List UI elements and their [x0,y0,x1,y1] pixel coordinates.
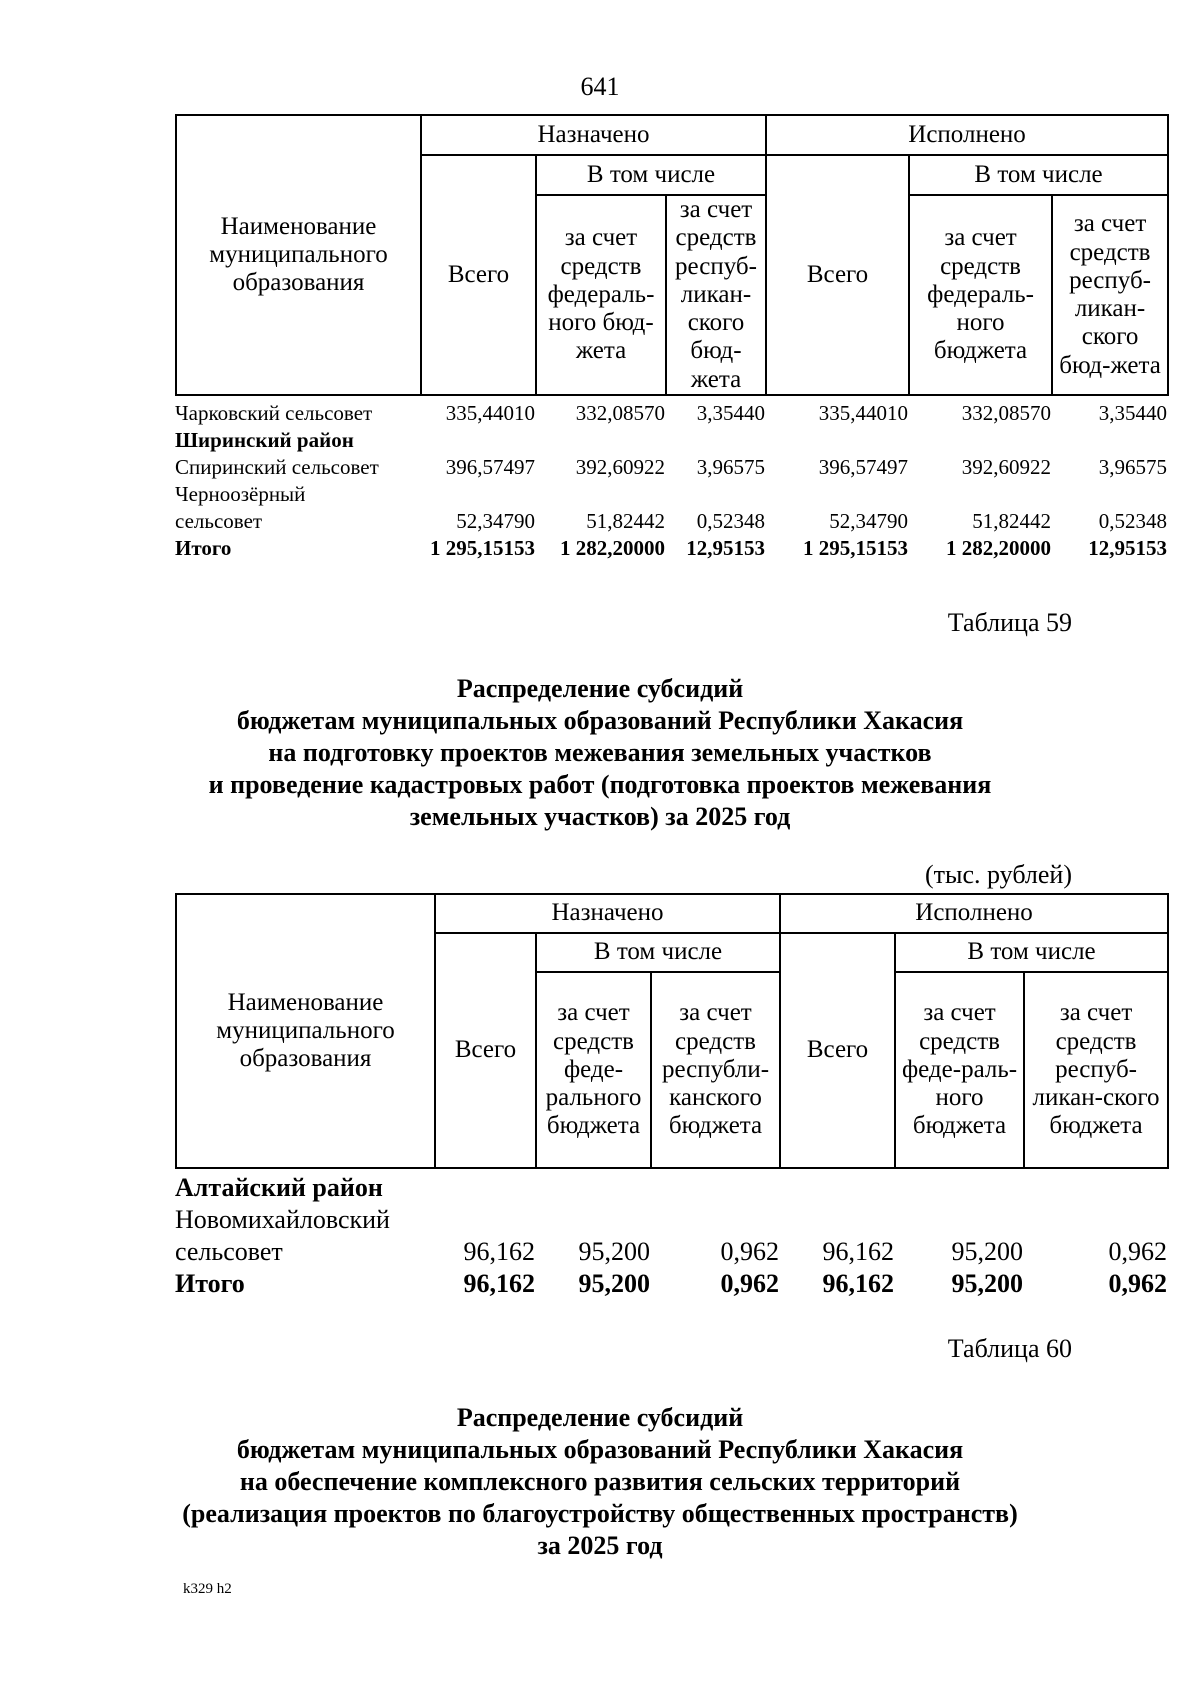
col-republican-header: за счет средств республи-канского бюджета [651,972,780,1168]
title-line: Распределение субсидий [456,674,744,703]
cell: 95,200 [951,1269,1023,1298]
cell: 0,962 [720,1237,779,1266]
group-name: Алтайский район [175,1173,383,1202]
title-line: на обеспечение комплексного развития сельских территорий [239,1467,961,1496]
col-total-exec-header: Всего [766,155,909,395]
cell: 3,96575 [1098,455,1167,479]
title-line: за 2025 год [537,1531,663,1560]
col-assigned-header: Назначено [435,894,780,933]
col-total-header: Всего [435,933,536,1168]
cell: 51,82442 [586,509,665,533]
table59-title [150,673,1050,833]
cell: 95,200 [578,1237,650,1266]
total-label: Итого [175,1269,245,1298]
cell: 0,962 [1108,1237,1168,1266]
col-total-header: Всего [421,155,536,395]
col-incl-exec-header: В том числе [895,933,1168,972]
col-republican-exec-header: за счет средств респуб-ликан-ского бюд-жета [1052,195,1168,395]
col-federal-exec-header: за счет средств федераль-ного бюджета [909,195,1052,395]
col-federal-header: за счет средств феде-рального бюджета [536,972,651,1168]
cell: 3,35440 [1098,401,1167,425]
col-incl-exec-header: В том числе [909,155,1168,195]
cell: 335,44010 [445,401,535,425]
col-federal-header: за счет средств федераль-ного бюд-жета [536,195,666,395]
col-name-header: Наименование муниципального образования [176,894,435,1168]
cell: 392,60922 [961,455,1051,479]
footer-code: k329 h2 [183,1581,232,1597]
cell: 396,57497 [445,455,535,479]
cell: 0,962 [720,1269,779,1298]
cell: 396,57497 [818,455,908,479]
table-row [175,454,1167,481]
cell: 96,162 [463,1269,535,1298]
cell: 392,60922 [575,455,665,479]
cell: 332,08570 [961,401,1051,425]
table59-label: Таблица 59 [947,608,1072,637]
cell: 51,82442 [972,509,1051,533]
cell: 0,52348 [1098,509,1167,533]
table59-header [175,893,1169,1169]
title-line: Распределение субсидий [456,1403,744,1432]
table-group-row [175,1172,1167,1204]
title-line: бюджетам муниципальных образований Республики Хакасия [236,1435,964,1464]
units-label: (тыс. рублей) [924,860,1072,889]
cell: 95,200 [951,1237,1023,1266]
table1-body [175,400,1167,562]
cell: 52,34790 [829,509,908,533]
col-republican-header: за счет средств респуб-ликан-ского бюд-жета [666,195,766,395]
col-total-exec-header: Всего [780,933,895,1168]
table59-body [175,1172,1167,1300]
cell: 96,162 [822,1237,894,1266]
cell: 12,95153 [686,536,765,560]
page-number: 641 [580,72,620,101]
cell: 1 282,20000 [946,536,1051,560]
table1-header [175,114,1169,396]
table-row [175,481,1167,535]
table-row [175,1204,1167,1268]
cell: 1 295,15153 [803,536,908,560]
cell: 335,44010 [818,401,908,425]
cell: 0,52348 [696,509,765,533]
cell: 0,962 [1108,1269,1168,1298]
cell: 1 282,20000 [560,536,665,560]
row-name: Спиринский сельсовет [175,455,379,479]
table-total-row [175,535,1167,562]
col-republican-exec-header: за счет средств респуб-ликан-ского бюджета [1024,972,1168,1168]
cell: 96,162 [822,1269,894,1298]
title-line: бюджетам муниципальных образований Республики Хакасия [236,706,964,735]
table60-label: Таблица 60 [947,1334,1072,1363]
total-label: Итого [175,536,232,560]
cell: 52,34790 [456,509,535,533]
cell: 3,35440 [696,401,765,425]
cell: 95,200 [578,1269,650,1298]
table-group-row [175,427,1167,454]
col-assigned-header: Назначено [421,115,766,155]
group-name: Ширинский район [175,428,354,452]
col-incl-header: В том числе [536,933,780,972]
cell: 96,162 [463,1237,535,1266]
cell: 1 295,15153 [430,536,535,560]
title-line: и проведение кадастровых работ (подготовка проектов межевания [208,770,992,799]
title-line: земельных участков) за 2025 год [409,802,791,831]
col-federal-exec-header: за счет средств феде-раль-ного бюджета [895,972,1024,1168]
cell: 332,08570 [575,401,665,425]
table60-title [150,1402,1050,1562]
row-name: Чарковский сельсовет [175,401,373,425]
col-executed-header: Исполнено [780,894,1168,933]
title-line: на подготовку проектов межевания земельных участков [268,738,932,767]
title-line: (реализация проектов по благоустройству общественных пространств) [182,1499,1018,1528]
col-name-header: Наименование муниципального образования [176,115,421,395]
row-name: Новомихайловский сельсовет [175,1205,390,1266]
col-incl-header: В том числе [536,155,766,195]
table-row [175,400,1167,427]
cell: 3,96575 [696,455,765,479]
cell: 12,95153 [1088,536,1167,560]
row-name: Черноозёрный сельсовет [175,482,306,533]
col-executed-header: Исполнено [766,115,1168,155]
table-total-row [175,1268,1167,1300]
